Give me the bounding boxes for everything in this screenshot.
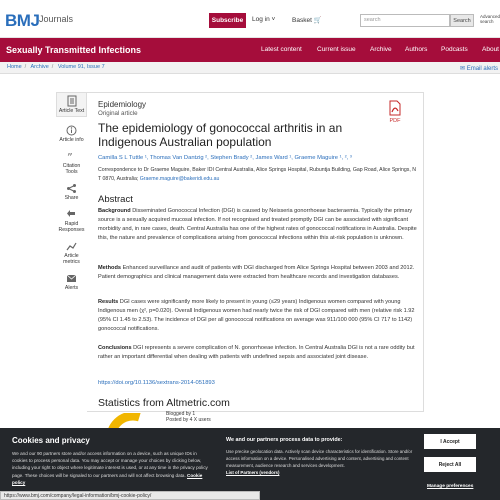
cookie-policy-link[interactable]: Cookie policy <box>12 472 203 485</box>
basket-link[interactable] <box>292 16 322 24</box>
pdf-download-link[interactable] <box>384 100 406 124</box>
sidebar-label: Article Text <box>58 108 85 114</box>
site-header <box>0 0 500 38</box>
methods-label: Methods <box>98 265 121 271</box>
sidebar-item-article-metrics[interactable] <box>56 241 87 265</box>
article-sidebar <box>56 92 87 299</box>
partners-title: We and our partners process data to provide: <box>226 437 343 443</box>
nav-archive[interactable]: Archive <box>370 46 392 53</box>
article-metrics-icon <box>66 241 77 252</box>
search-input[interactable]: search <box>360 14 450 27</box>
login-link[interactable]: Log in ˅ <box>252 16 276 23</box>
article-text-icon <box>67 95 77 107</box>
background-text: Disseminated Gonococcal Infection (DGI) is caused by Neisseria gonorrhoeae bacteraemia. Typically the primary source is a sexually acquired mucosal infection. If not recognised and treated promptly DGI can be associated with significant morbidity and, in rare cases, death. Central Australia has one of the highest rates of gonococcal notifications in Australia. Despite this, the nature and prevalence of complications arising from gonococcal infections within this at-risk population is unknown. <box>98 208 417 241</box>
rapid-responses-icon <box>66 209 77 220</box>
results-text: DGI cases were significantly more likely to present in young (≤29 years) Indigenous women compared with young Indigenous men (χ², p=0.020). Overall Indigenous women had nearly twice the risk of DGI compared with men (relative risk 1.92 (95% CI 1.45 to 2.53). The incidence of DGI per all gonococcal notifications on average was 911/100 000 (95% CI 717 to 1142) gonococcal notifications. <box>98 299 415 332</box>
conclusions-text: DGI represents a severe complication of N. gonorrhoeae infection. In Central Australia DGI is not a rare oddity but rather an important differential when dealing with patients with undefined sepsis and associated joint disease. <box>98 345 415 360</box>
email-alerts-link[interactable] <box>460 65 498 72</box>
abstract-methods <box>98 264 420 282</box>
browser-status-url: https://www.bmj.com/company/legal-information/bmj-cookie-policy/ <box>0 491 260 500</box>
methods-text: Enhanced surveillance and audit of patients with DGI discharged from Alice Springs Hospital between 2003 and 2012. Patient demographics and clinical management data were extracted from healthcare records and investigation databases. <box>98 265 415 280</box>
cookie-text <box>12 450 212 486</box>
breadcrumb-archive[interactable]: Archive <box>30 64 49 70</box>
cookie-body: We and our 90 partners store and/or access information on a device, such as unique IDs in cookies to process personal data. You may accept or manage your choices by clicking below, including your right to object where legitimate interest is used, or at any time in the privacy policy page. These choices will be signaled to our partners and will not affect browsing data. <box>12 451 208 478</box>
sidebar-item-share[interactable] <box>56 183 87 201</box>
accept-button[interactable]: I Accept <box>424 434 476 449</box>
alerts-icon <box>66 273 77 284</box>
sidebar-label: Share <box>64 195 79 201</box>
sidebar-label: Citation Tools <box>62 163 81 175</box>
journal-title[interactable]: Sexually Transmitted Infections <box>6 45 142 55</box>
abstract-background <box>98 207 420 243</box>
basket-label: Basket <box>292 17 312 24</box>
nav-about[interactable]: About <box>482 46 499 53</box>
breadcrumb <box>0 62 500 74</box>
doi-link[interactable]: https://doi.org/10.1136/sextrans-2014-051893 <box>98 380 215 386</box>
partners-list-link[interactable]: List of Partners (vendors) <box>226 470 280 475</box>
background-label: Background <box>98 208 131 214</box>
abstract-conclusions <box>98 344 420 362</box>
sidebar-item-article-info[interactable] <box>56 125 87 143</box>
author-list[interactable]: Camilla S L Tuttle ¹, Thomas Van Dantzig ², Stephen Brady ², James Ward ¹, Graeme Maguire ¹, ², ³ <box>98 155 352 161</box>
nav-authors[interactable]: Authors <box>405 46 428 53</box>
sidebar-item-article-text[interactable] <box>56 92 87 117</box>
svg-text:”: ” <box>67 151 73 162</box>
article-type: Original article <box>98 110 138 117</box>
pdf-label: PDF <box>389 118 401 124</box>
sidebar-label: Article info <box>59 137 84 143</box>
altmetric-blogged: Blogged by 1 <box>166 411 196 417</box>
correspondence-text: Correspondence to Dr Graeme Maguire, Baker IDI Central Australia, Alice Springs Hospital, Rubuntja Building, Gap Road, Alice Springs, N T 0870, Australia; <box>98 167 417 182</box>
breadcrumb-separator: / <box>24 64 27 70</box>
sidebar-item-citation-tools[interactable] <box>56 151 87 175</box>
manage-preferences-link[interactable]: Manage preferences <box>427 484 474 489</box>
sidebar-item-alerts[interactable] <box>56 273 87 291</box>
breadcrumb-home[interactable]: Home <box>7 64 22 70</box>
sidebar-label: Alerts <box>64 285 79 291</box>
sidebar-label: Rapid Responses <box>58 221 85 233</box>
article-title: The epidemiology of gonococcal arthritis in an Indigenous Australian population <box>98 121 343 149</box>
cookie-banner <box>0 428 500 500</box>
correspondence-email[interactable]: Graeme.maguire@bakeridi.edu.au <box>139 176 220 182</box>
statistics-heading: Statistics from Altmetric.com <box>98 397 230 409</box>
nav-current-issue[interactable]: Current issue <box>317 46 356 53</box>
envelope-icon: ✉ <box>460 66 466 72</box>
article-section: Epidemiology <box>98 100 147 109</box>
conclusions-label: Conclusions <box>98 345 132 351</box>
reject-all-button[interactable]: Reject All <box>424 457 476 472</box>
altmetric-posted: Posted by 4 X users <box>166 417 211 423</box>
breadcrumb-volume[interactable]: Volume 91, Issue 7 <box>57 64 105 70</box>
breadcrumb-separator: / <box>51 64 54 70</box>
pdf-icon <box>388 100 402 116</box>
nav-latest-content[interactable]: Latest content <box>261 46 302 53</box>
sidebar-label: Article metrics <box>63 253 80 265</box>
share-icon <box>66 183 77 194</box>
search-button[interactable]: Search <box>450 14 474 27</box>
abstract-heading: Abstract <box>98 194 133 205</box>
abstract-results <box>98 298 420 334</box>
bmj-logo[interactable]: BMJ <box>5 11 40 30</box>
journals-label[interactable]: Journals <box>39 14 74 24</box>
results-label: Results <box>98 299 119 305</box>
sidebar-item-rapid-responses[interactable] <box>56 209 87 233</box>
advanced-search-link[interactable]: Advanced search <box>480 14 500 24</box>
altmetric-summary <box>166 411 211 423</box>
partners-body: Use precise geolocation data. Actively scan device characteristics for identification. Store and/or access information on a device. Personalised advertising and content, advertising and content measurement, audience research and services development. <box>226 449 413 468</box>
partners-text <box>226 448 422 476</box>
journal-nav-bar <box>0 38 500 62</box>
subscribe-button[interactable]: Subscribe <box>209 13 246 28</box>
cookie-title: Cookies and privacy <box>12 436 90 445</box>
correspondence <box>98 166 418 184</box>
article-info-icon <box>66 125 77 136</box>
nav-podcasts[interactable]: Podcasts <box>441 46 468 53</box>
email-alerts-label: Email alerts <box>466 66 499 72</box>
basket-icon: 🛒 <box>313 17 322 24</box>
citation-tools-icon <box>66 151 77 162</box>
